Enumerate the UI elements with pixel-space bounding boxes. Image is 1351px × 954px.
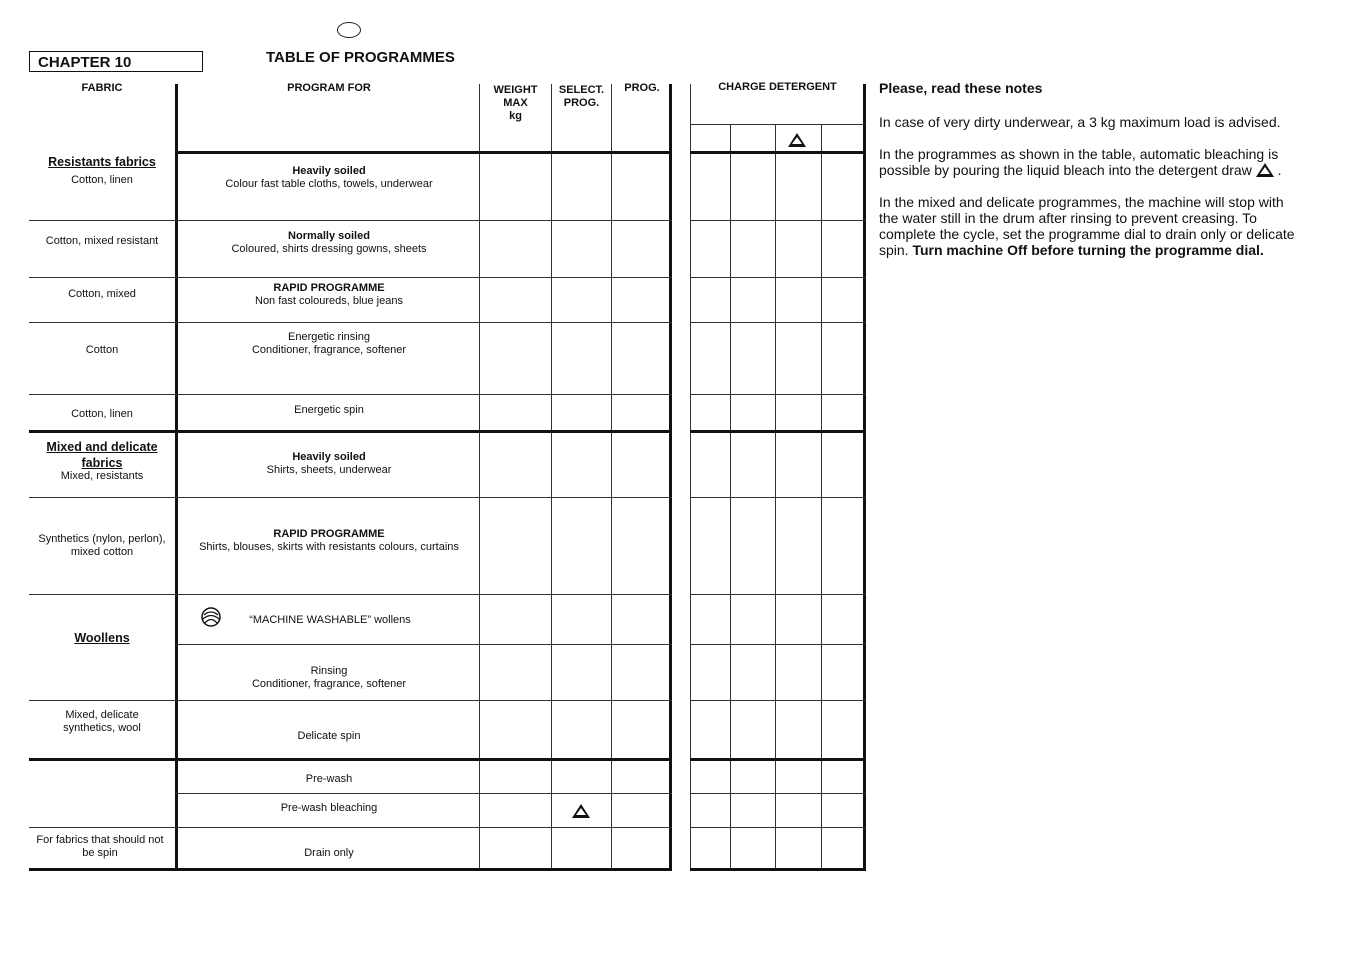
row-divider bbox=[690, 827, 866, 828]
row-divider bbox=[29, 430, 672, 433]
fabric-cell: Cotton, mixed bbox=[68, 287, 136, 300]
row-divider bbox=[29, 277, 672, 278]
notes-heading: Please, read these notes bbox=[879, 80, 1043, 96]
row-divider bbox=[690, 220, 866, 221]
fabric-cell: Cotton, linen bbox=[71, 407, 133, 420]
row-divider bbox=[29, 497, 672, 498]
page-title: TABLE OF PROGRAMMES bbox=[266, 49, 455, 66]
program-cell: Normally soiled Coloured, shirts dressing gowns, sheets bbox=[231, 230, 427, 255]
row-divider bbox=[690, 151, 866, 154]
program-cell: Energetic spin bbox=[294, 403, 364, 416]
program-cell: Rinsing Conditioner, fragrance, softener bbox=[251, 665, 407, 690]
note-paragraph: In case of very dirty underwear, a 3 kg maximum load is advised. bbox=[879, 114, 1281, 130]
program-cell: Heavily soiled Shirts, sheets, underwear bbox=[266, 451, 392, 476]
language-oval bbox=[337, 22, 361, 38]
fabric-cell: Resistants fabrics Cotton, linen bbox=[48, 155, 156, 186]
program-cell: Pre-wash bbox=[305, 772, 353, 785]
column-divider bbox=[669, 84, 672, 870]
header-weight: WEIGHT MAX kg bbox=[493, 84, 538, 122]
notes-panel bbox=[879, 80, 1299, 274]
row-divider bbox=[176, 644, 672, 645]
column-divider bbox=[551, 84, 552, 870]
program-cell: RAPID PROGRAMME Non fast coloureds, blue jeans bbox=[255, 282, 403, 307]
row-divider bbox=[690, 868, 866, 871]
row-divider bbox=[29, 594, 672, 595]
header-fabric: FABRIC bbox=[81, 82, 123, 94]
program-cell: Delicate spin bbox=[297, 729, 361, 742]
header-program-for: PROGRAM FOR bbox=[287, 82, 371, 94]
triangle-bleach-icon bbox=[572, 804, 590, 818]
column-divider bbox=[690, 84, 691, 870]
header-charge-detergent: CHARGE DETERGENT bbox=[718, 81, 837, 93]
row-divider bbox=[29, 827, 672, 828]
header-prog: PROG. bbox=[624, 82, 660, 94]
row-divider bbox=[690, 594, 866, 595]
fabric-cell: For fabrics that should not be spin bbox=[36, 834, 164, 859]
note-paragraph: In the mixed and delicate programmes, the machine will stop with the water still in the drum after rinsing to prevent creasing. To complete the cycle, set the programme dial to drain only or delicate spin. Turn machine Off before turning the programme dial. bbox=[879, 194, 1295, 258]
row-divider bbox=[690, 700, 866, 701]
row-divider bbox=[690, 644, 866, 645]
row-divider bbox=[690, 124, 865, 125]
row-divider bbox=[690, 394, 866, 395]
program-cell: Heavily soiled Colour fast table cloths, towels, underwear bbox=[225, 165, 433, 190]
fabric-cell: Mixed and delicate fabrics Mixed, resistants bbox=[46, 440, 158, 482]
triangle-bleach-icon bbox=[788, 133, 806, 147]
wool-icon bbox=[200, 606, 222, 628]
column-divider bbox=[611, 84, 612, 870]
chapter-label: CHAPTER 10 bbox=[29, 51, 203, 72]
program-cell: Pre-wash bleaching bbox=[280, 801, 378, 814]
row-divider bbox=[29, 758, 672, 761]
fabric-cell: Mixed, delicate synthetics, wool bbox=[63, 709, 141, 734]
row-divider bbox=[690, 758, 866, 761]
program-cell: “MACHINE WASHABLE” wollens bbox=[249, 613, 411, 626]
fabric-cell: Woollens bbox=[74, 631, 130, 645]
fabric-cell: Cotton bbox=[85, 343, 119, 356]
program-cell: Energetic rinsing Conditioner, fragrance, softener bbox=[251, 331, 407, 356]
row-divider bbox=[690, 793, 866, 794]
row-divider bbox=[29, 700, 672, 701]
row-divider bbox=[29, 322, 672, 323]
triangle-bleach-icon bbox=[1256, 163, 1274, 177]
row-divider bbox=[690, 497, 866, 498]
row-divider bbox=[29, 394, 672, 395]
program-cell: Drain only bbox=[304, 846, 354, 859]
row-divider bbox=[29, 868, 672, 871]
row-divider bbox=[690, 277, 866, 278]
fabric-cell: Synthetics (nylon, perlon), mixed cotton bbox=[38, 533, 166, 558]
header-select: SELECT. PROG. bbox=[558, 84, 605, 109]
row-divider bbox=[176, 793, 672, 794]
row-divider bbox=[690, 430, 866, 433]
row-divider bbox=[176, 151, 672, 154]
row-divider bbox=[690, 322, 866, 323]
column-divider bbox=[863, 84, 866, 870]
fabric-cell: Cotton, mixed resistant bbox=[45, 234, 159, 247]
program-cell: RAPID PROGRAMME Shirts, blouses, skirts with resistants colours, curtains bbox=[199, 528, 459, 553]
row-divider bbox=[29, 220, 672, 221]
note-paragraph: In the programmes as shown in the table, automatic bleaching is possible by pouring the liquid bleach into the detergent draw . bbox=[879, 146, 1282, 178]
